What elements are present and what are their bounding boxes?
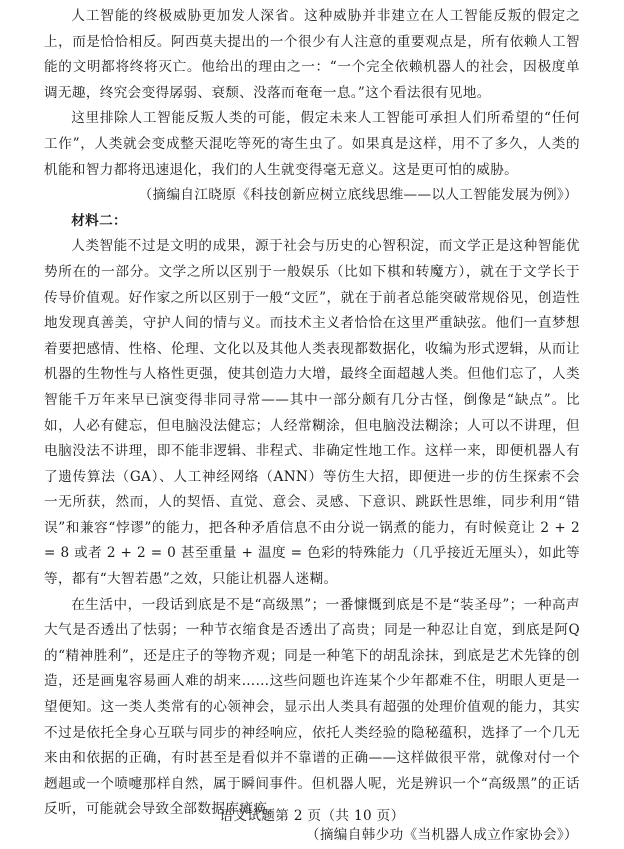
source-citation-2: （摘编自韩少功《当机器人成立作家协会》） — [305, 827, 578, 843]
paragraph-ai-ultimate-threat: 人工智能的终极威胁更加发人深省。这种威胁并非建立在人工智能反叛的假定之上，而是恰恰相反。阿西莫夫提出的一个很少有人注意的重要观点是，所有依赖人工智能的文明都将终将灭亡。他给出的理由之一：“一个完全依赖机器人的社会，因极度单调无趣，终究会变得孱弱、衰颓、没落而奄奄一息。”这个看法很有见地。 — [44, 8, 580, 101]
material-two-heading: 材料二： — [71, 212, 127, 229]
paragraph-human-intelligence: 人类智能不过是文明的成果，源于社会与历史的心智积淀，而文学正是这种智能优势所在的一部分。文学之所以区别于一般娱乐（比如下棋和转魔方），就在于文学长于传导价值观。好作家之所以区别于一般“文匠”，就在于前者总能突破常规俗见，创造性地发现真善美，守护人间的情与义。而技术主义者恰恰在这里严重缺弦。他们一直梦想着要把感情、性格、伦理、文化以及其他人类表现都数据化，收编为形式逻辑，从而让机器的生物性与人格性更强，使其创造力大增，最终全面超越人类。但他们忘了，人类智能千万年来早已演变得非同寻常——其中一部分颇有几分古怪，倒像是“缺点”。比如，人必有健忘，但电脑没法健忘；人经常糊涂，但电脑没法糊涂；人可以不讲理，但电脑没法不讲理，即不能非逻辑、非程式、非确定性地工作。这样一来，即便机器人有了遗传算法（GA）、人工神经网络（ANN）等仿生大招，即便进一步的仿生探索不会一无所获，然而，人的契悟、直觉、意会、灵感、下意识、跳跃性思维，同步利用“错误”和兼容“悖谬”的能力，把各种矛盾信息不由分说一锅煮的能力，有时候竟让 2 + 2 = 8 或者 2 + 2 = 0 甚至重量 + 温度 = 色彩的特殊能力（几乎接近无厘头），如此等等，都有“大智若愚”之效，只能让机器人迷糊。 — [44, 238, 580, 588]
paragraph-parasite-threat: 这里排除人工智能反叛人类的可能，假定未来人工智能可承担人们所希望的“任何工作”，人类就会变成整天混吃等死的寄生虫了。如果真是这样，用不了多久，人类的机能和智力都将迅速退化，我们的人生就变得毫无意义。这是更可怕的威胁。 — [44, 110, 580, 178]
paragraph-daily-life: 在生活中，一段话到底是不是“高级黑”；一番慷慨到底是不是“装圣母”；一种高声大气是否透出了怯弱；一种节衣缩食是否透出了高贵；同是一种忍让自宽，到底是阿Q的“精神胜利”，还是庄子的等物齐观；同是一种笔下的胡乱涂抹，到底是艺术先锋的创造，还是画鬼容易画人难的胡来……这些问题也许连某个少年都难不住，明眼人更是一望便知。这一类人类常有的心领神会，显示出人类具有超强的处理价值观的能力，其实不过是依托全身心互联与同步的神经响应，依托人类经验的隐秘蕴积，选择了一个几无来由和依据的正确，有时甚至是看似并不靠谱的正确——这样做很平常，就像对付一个趔趄或一个喷嚏那样自然，属于瞬间事件。但机器人呢，光是辨识一个“高级黑”的正话反听，可能就会导致全部数据库瘫痪。 — [44, 596, 580, 818]
source-citation-1: （摘编自江晓原《科技创新应树立底线思维——以人工智能发展为例》） — [138, 187, 578, 204]
page-footer: 语文试题第 2 页（共 10 页） — [219, 808, 405, 825]
